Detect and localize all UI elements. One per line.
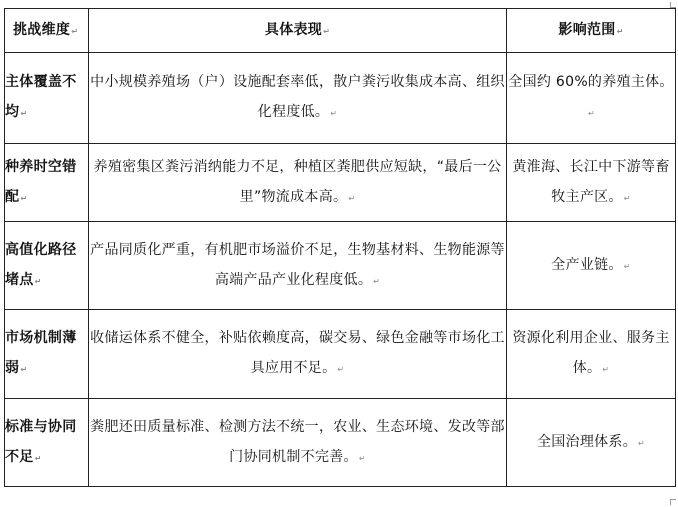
row-category: 种养时空错配↵ [5, 144, 89, 222]
challenges-table [4, 8, 676, 487]
row-category: 主体覆盖不均↵ [5, 53, 89, 144]
row-scope: 全产业链。↵ [507, 222, 676, 310]
row-scope: 资源化利用企业、服务主体。↵ [507, 310, 676, 399]
table-row [5, 399, 676, 487]
row-category: 市场机制薄弱↵ [5, 310, 89, 399]
table-row [5, 53, 676, 144]
header-impact-scope: 影响范围↵ [507, 9, 676, 53]
header-specific-manifestation: 具体表现↵ [89, 9, 507, 53]
row-description: 收储运体系不健全，补贴依赖度高，碳交易、绿色金融等市场化工具应用不足。↵ [89, 310, 507, 399]
row-description: 养殖密集区粪污消纳能力不足，种植区粪肥供应短缺，“最后一公里”物流成本高。↵ [89, 144, 507, 222]
table-row [5, 222, 676, 310]
row-scope: 黄淮海、长江中下游等畜牧主产区。↵ [507, 144, 676, 222]
row-category: 标准与协同不足↵ [5, 399, 89, 487]
row-description: 粪肥还田质量标准、检测方法不统一，农业、生态环境、发改等部门协同机制不完善。↵ [89, 399, 507, 487]
row-scope: 全国治理体系。↵ [507, 399, 676, 487]
table-header-row [5, 9, 676, 53]
row-description: 中小规模养殖场（户）设施配套率低，散户粪污收集成本高、组织化程度低。↵ [89, 53, 507, 144]
table-row [5, 310, 676, 399]
row-scope: 全国约 60%的养殖主体。↵ [507, 53, 676, 144]
header-challenge-dimension: 挑战维度↵ [5, 9, 89, 53]
row-description: 产品同质化严重，有机肥市场溢价不足，生物基材料、生物能源等高端产品产业化程度低。↵ [89, 222, 507, 310]
row-category: 高值化路径堵点↵ [5, 222, 89, 310]
table-row [5, 144, 676, 222]
crop-mark [670, 499, 676, 505]
